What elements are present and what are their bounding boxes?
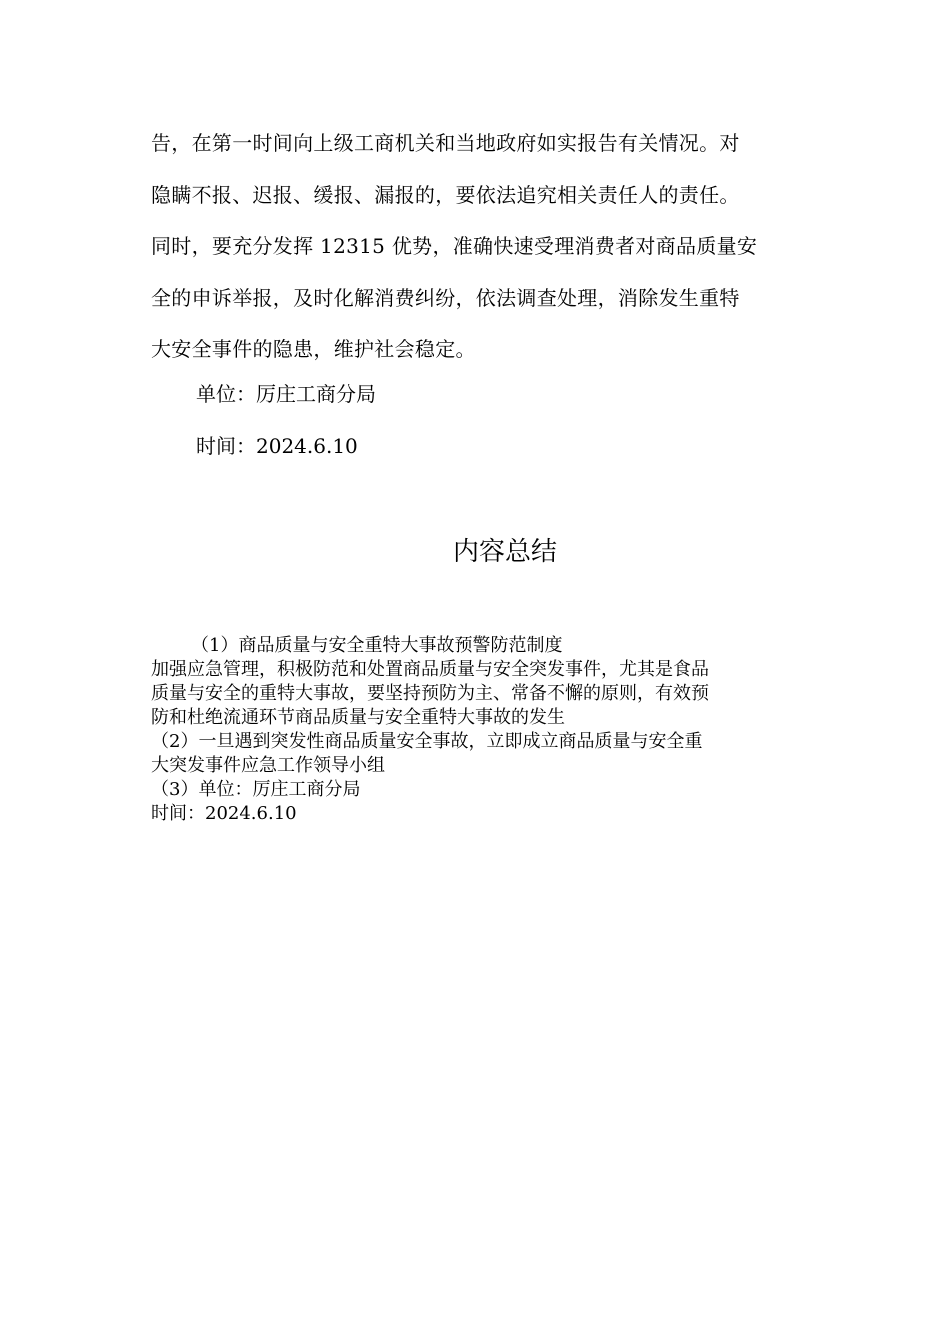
body-line: 大安全事件的隐患，维护社会稳定。 (151, 337, 476, 361)
summary-title: 内容总结 (452, 537, 557, 567)
body-line: 同时，要充分发挥 12315 优势，准确快速受理消费者对商品质量安 (151, 234, 758, 258)
summary-line: 时间：2024.6.10 (151, 803, 297, 824)
signature-unit: 单位：厉庄工商分局 (196, 382, 376, 406)
body-line: 全的申诉举报，及时化解消费纠纷，依法调查处理，消除发生重特 (151, 285, 740, 310)
summary-line: 加强应急管理，积极防范和处置商品质量与安全突发事件，尤其是食品 (151, 659, 709, 680)
summary-line: （2）一旦遇到突发性商品质量安全事故，立即成立商品质量与安全重 (151, 731, 703, 752)
body-paragraph (151, 118, 811, 376)
summary-line: 防和杜绝流通环节商品质量与安全重特大事故的发生 (151, 707, 565, 728)
body-line: 隐瞒不报、迟报、缓报、漏报的，要依法追究相关责任人的责任。 (151, 182, 740, 207)
summary-section (151, 634, 811, 826)
summary-line: 质量与安全的重特大事故，要坚持预防为主、常备不懈的原则，有效预 (151, 683, 709, 704)
summary-line: （1）商品质量与安全重特大事故预警防范制度 (191, 635, 563, 656)
signature-time: 时间：2024.6.10 (196, 434, 358, 458)
summary-line: （3）单位：厉庄工商分局 (151, 779, 361, 800)
body-line: 告，在第一时间向上级工商机关和当地政府如实报告有关情况。对 (151, 131, 740, 155)
summary-line: 大突发事件应急工作领导小组 (151, 755, 385, 776)
